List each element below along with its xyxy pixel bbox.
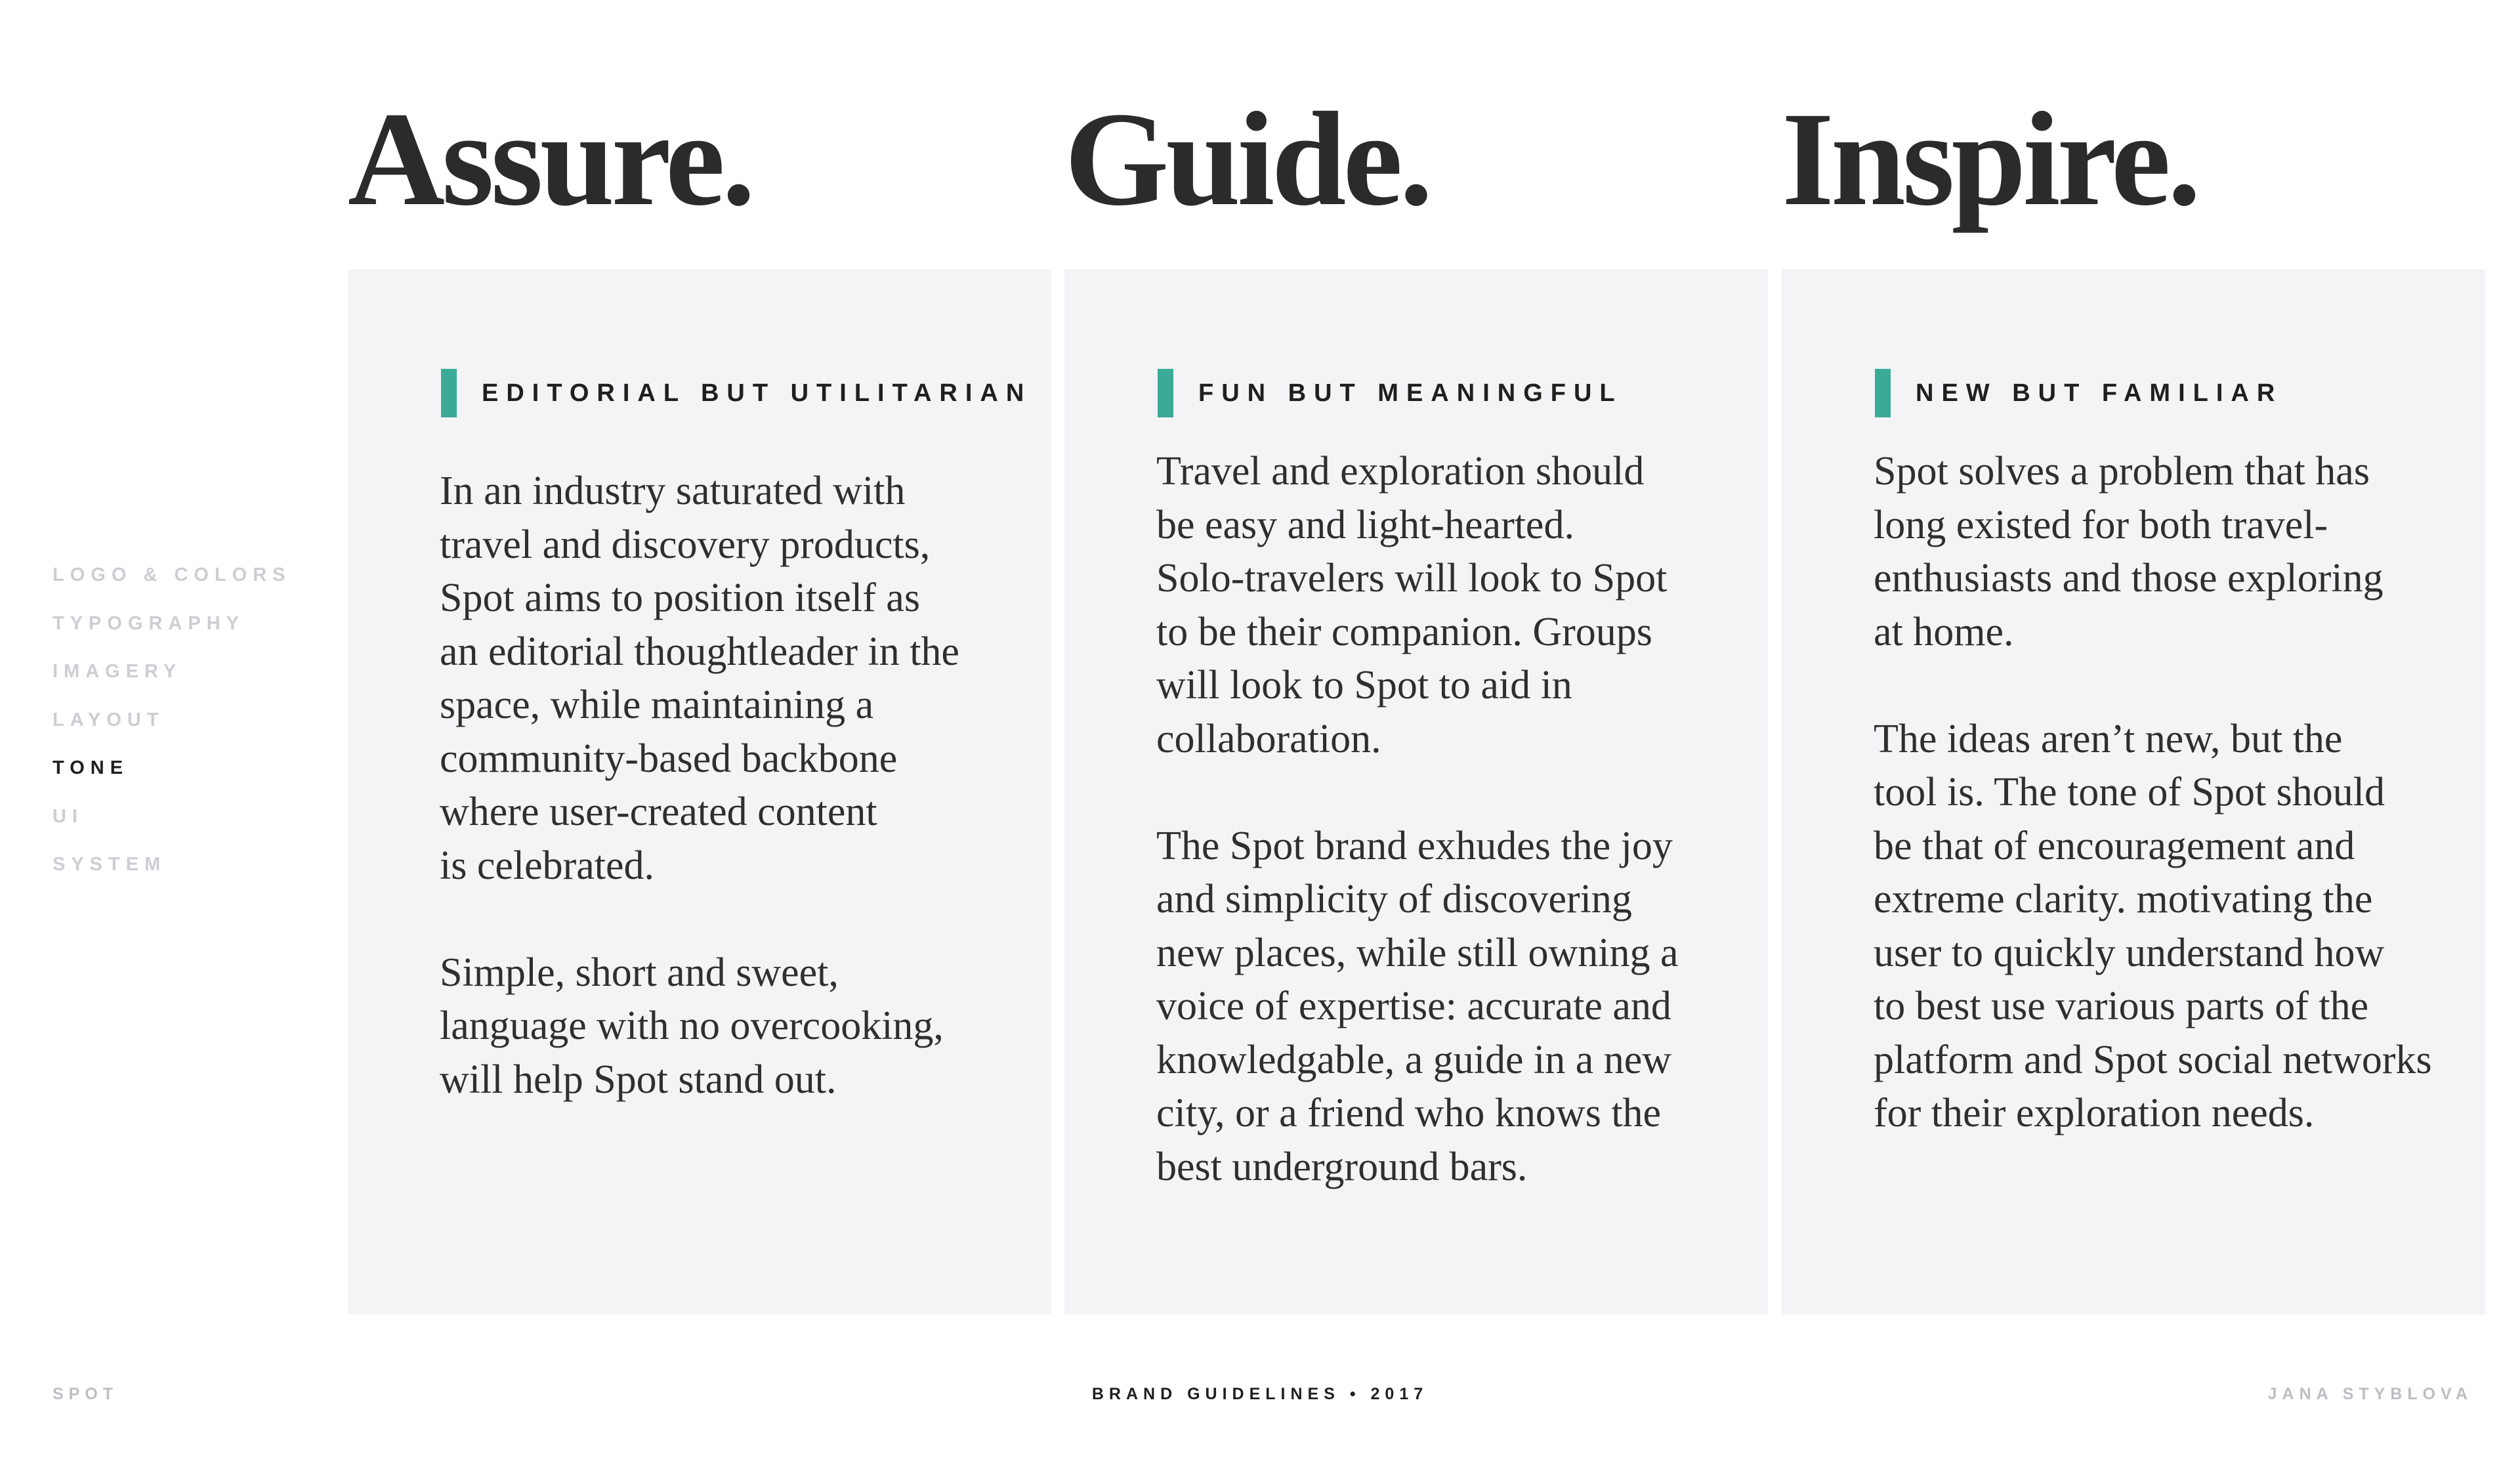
sidebar-item-tone[interactable]: TONE	[52, 757, 129, 778]
sidebar-item-layout[interactable]: LAYOUT	[52, 709, 165, 730]
panel-label	[441, 369, 1032, 417]
headline-inspire: Inspire.	[1782, 85, 2198, 234]
panel-label-text: FUN BUT MEANINGFUL	[1198, 379, 1623, 407]
sidebar-item-ui[interactable]: UI	[52, 805, 83, 827]
accent-bar	[1875, 369, 1891, 417]
panel-body	[1874, 445, 2464, 1141]
sidebar-item-logo-colors[interactable]: LOGO & COLORS	[52, 564, 291, 585]
accent-bar	[1158, 369, 1173, 417]
headline-guide: Guide.	[1064, 85, 1430, 234]
panel-guide	[1064, 269, 1768, 1315]
accent-bar	[441, 369, 457, 417]
panel-paragraph: The ideas aren’t new, but the tool is. The tone of Spot should be that of encouragement and extreme clarity. motivating the user to quickly understand how to best use various parts of the platform and Spot social networks for their exploration needs.	[1874, 716, 2432, 1135]
footer-author: JANA STYBLOVA	[2267, 1385, 2473, 1403]
sidebar-item-system[interactable]: SYSTEM	[52, 854, 167, 875]
panel-label-text: NEW BUT FAMILIAR	[1916, 379, 2283, 407]
panel-body	[1156, 445, 1747, 1194]
panel-assure	[348, 269, 1051, 1315]
panel-label-text: EDITORIAL BUT UTILITARIAN	[482, 379, 1032, 407]
panel-paragraph: Spot solves a problem that has long existed for both travel- enthusiasts and those exploring at home.	[1874, 449, 2384, 654]
sidebar-item-typography[interactable]: TYPOGRAPHY	[52, 612, 245, 634]
panel-paragraph: In an industry saturated with travel and discovery products, Spot aims to position itself as an editorial thoughtleader in the space, while maintaining a community-based backbone where user-created content is celebrated.	[440, 469, 959, 888]
headline-assure: Assure.	[348, 85, 753, 234]
sidebar-item-imagery[interactable]: IMAGERY	[52, 661, 182, 682]
panel-paragraph: Simple, short and sweet, language with no overcooking, will help Spot stand out.	[440, 950, 944, 1102]
panel-paragraph: The Spot brand exhudes the joy and simplicity of discovering new places, while still owning a voice of expertise: accurate and knowledgable, a guide in a new city, or a friend who knows the best underground bars.	[1156, 823, 1679, 1189]
panel-label	[1158, 369, 1623, 417]
panel-inspire	[1782, 269, 2485, 1315]
footer-brand: SPOT	[52, 1385, 119, 1403]
panel-body	[440, 465, 1030, 1107]
panel-label	[1875, 369, 2282, 417]
footer-title: BRAND GUIDELINES • 2017	[1091, 1385, 1429, 1403]
sidebar-nav	[52, 551, 291, 889]
panel-paragraph: Travel and exploration should be easy and light-hearted. Solo-travelers will look to Spot to be their companion. Groups will look to Spot to aid in collaboration.	[1156, 449, 1668, 761]
